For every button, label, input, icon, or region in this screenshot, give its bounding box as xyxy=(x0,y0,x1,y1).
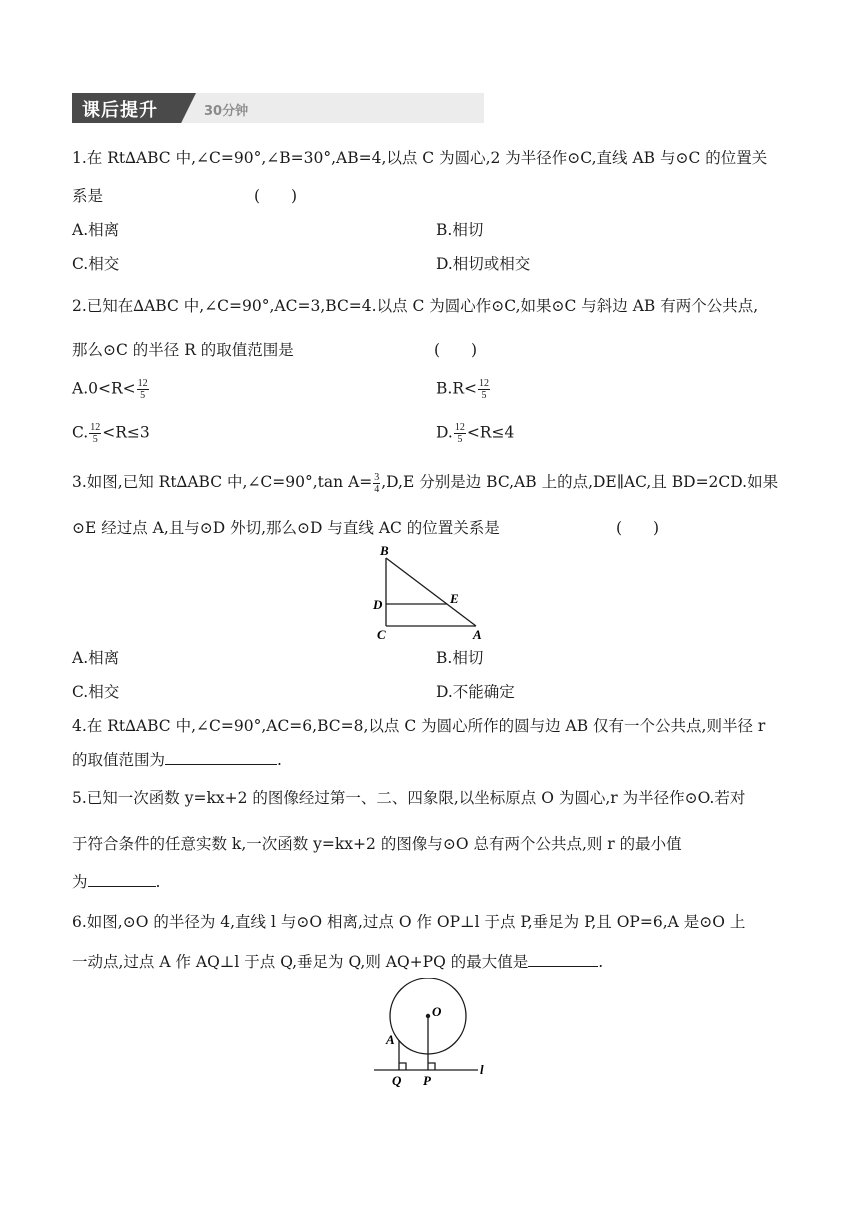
segment-ab xyxy=(386,558,476,626)
q5-line3 xyxy=(72,870,160,892)
fraction xyxy=(454,422,466,445)
q1-option-b: B.相切 xyxy=(436,221,484,239)
fraction-num: 12 xyxy=(90,422,101,433)
fraction-den: 4 xyxy=(374,483,380,495)
q5-answer-blank[interactable] xyxy=(88,872,156,887)
q2-option-d-pre: D. xyxy=(436,423,453,442)
fraction-den: 5 xyxy=(457,434,463,445)
q3-option-c: C.相交 xyxy=(72,683,120,701)
q2-option-b xyxy=(436,378,491,401)
q5-line1: 5.已知一次函数 y=kx+2 的图像经过第一、二、四象限,以坐标原点 O 为圆心,r 为半径作⊙O.若对 xyxy=(72,789,746,807)
section-title: 课后提升 xyxy=(82,100,158,121)
q2-option-c-post: <R≤3 xyxy=(102,423,150,442)
q6-line2 xyxy=(72,950,603,972)
q1-line2: 系是 xyxy=(72,187,104,205)
q2-answer-paren: ( ) xyxy=(434,341,478,359)
point-o xyxy=(426,1014,430,1018)
label-o: O xyxy=(432,1004,442,1019)
fraction xyxy=(373,472,380,495)
fraction-num: 12 xyxy=(137,378,148,389)
q4-line2 xyxy=(72,748,282,770)
q2-line1: 2.已知在∆ABC 中,∠C=90°,AC=3,BC=4.以点 C 为圆心作⊙C,如果⊙C 与斜边 AB 有两个公共点, xyxy=(72,297,759,315)
q3-line1-post: ,D,E 分别是边 BC,AB 上的点,DE∥AC,且 BD=2CD.如果 xyxy=(381,473,779,491)
q2-option-d xyxy=(436,422,514,445)
q6-line2-text: 一动点,过点 A 作 AQ⊥l 于点 Q,垂足为 Q,则 AQ+PQ 的最大值是 xyxy=(72,953,529,971)
q2-option-d-post: <R≤4 xyxy=(466,423,515,442)
fraction xyxy=(137,378,149,401)
label-e: E xyxy=(450,591,459,606)
q2-option-b-text: B.R< xyxy=(436,379,477,398)
q2-line2: 那么⊙C 的半径 R 的取值范围是 xyxy=(72,341,294,359)
q5-line3-end: . xyxy=(155,873,161,891)
q6-circle-figure xyxy=(370,978,500,1090)
fraction-num: 3 xyxy=(374,471,380,483)
q1-option-a: A.相离 xyxy=(72,221,120,239)
q2-option-c xyxy=(72,422,150,445)
q3-answer-paren: ( ) xyxy=(616,519,660,537)
label-b: B xyxy=(380,544,389,558)
label-q: Q xyxy=(392,1073,402,1088)
q3-option-b: B.相切 xyxy=(436,649,484,667)
label-c: C xyxy=(377,627,386,642)
label-l: l xyxy=(480,1062,484,1077)
q6-line1: 6.如图,⊙O 的半径为 4,直线 l 与⊙O 相离,过点 O 作 OP⊥l 于点 P,垂足为 P,且 OP=6,A 是⊙O 上 xyxy=(72,913,746,931)
label-a: A xyxy=(386,1032,395,1047)
q3-line1 xyxy=(72,470,778,495)
section-banner xyxy=(72,93,484,123)
fraction-den: 5 xyxy=(481,390,487,401)
q6-line2-end: . xyxy=(598,953,604,971)
fraction-num: 12 xyxy=(454,422,465,433)
label-p: P xyxy=(423,1073,431,1088)
q2-option-a-text: A.0<R< xyxy=(72,379,136,398)
label-a: A xyxy=(473,627,482,642)
right-angle-p xyxy=(428,1063,435,1070)
q1-option-c: C.相交 xyxy=(72,255,120,273)
right-angle-q xyxy=(399,1063,406,1070)
q4-line2-end: . xyxy=(277,751,282,769)
q1-option-d: D.相切或相交 xyxy=(436,255,531,273)
q3-triangle-figure xyxy=(368,544,498,644)
q4-line1: 4.在 Rt∆ABC 中,∠C=90°,AC=6,BC=8,以点 C 为圆心所作的圆与边 AB 仅有一个公共点,则半径 r xyxy=(72,717,766,735)
q2-option-c-pre: C. xyxy=(72,423,89,442)
fraction-num: 12 xyxy=(478,378,489,389)
time-limit: 30分钟 xyxy=(204,104,249,119)
q6-answer-blank[interactable] xyxy=(528,952,598,967)
q5-line3-text: 为 xyxy=(72,873,88,891)
fraction xyxy=(89,422,101,445)
label-d: D xyxy=(373,597,383,612)
q1-line1: 1.在 Rt∆ABC 中,∠C=90°,∠B=30°,AB=4,以点 C 为圆心,2 为半径作⊙C,直线 AB 与⊙C 的位置关 xyxy=(72,149,768,167)
q3-option-a: A.相离 xyxy=(72,649,120,667)
q4-line2-text: 的取值范围为 xyxy=(72,751,166,769)
q1-answer-paren: ( ) xyxy=(254,187,298,205)
q3-line1-pre: 3.如图,已知 Rt∆ABC 中,∠C=90°,tan A= xyxy=(72,473,373,491)
fraction-den: 5 xyxy=(140,390,146,401)
fraction xyxy=(478,378,490,401)
q3-option-d: D.不能确定 xyxy=(436,683,515,701)
fraction-den: 5 xyxy=(92,434,98,445)
q3-line2: ⊙E 经过点 A,且与⊙D 外切,那么⊙D 与直线 AC 的位置关系是 xyxy=(72,519,500,537)
q5-line2: 于符合条件的任意实数 k,一次函数 y=kx+2 的图像与⊙O 总有两个公共点,则 r 的最小值 xyxy=(72,835,682,853)
q4-answer-blank[interactable] xyxy=(165,750,277,765)
q2-option-a xyxy=(72,378,150,401)
